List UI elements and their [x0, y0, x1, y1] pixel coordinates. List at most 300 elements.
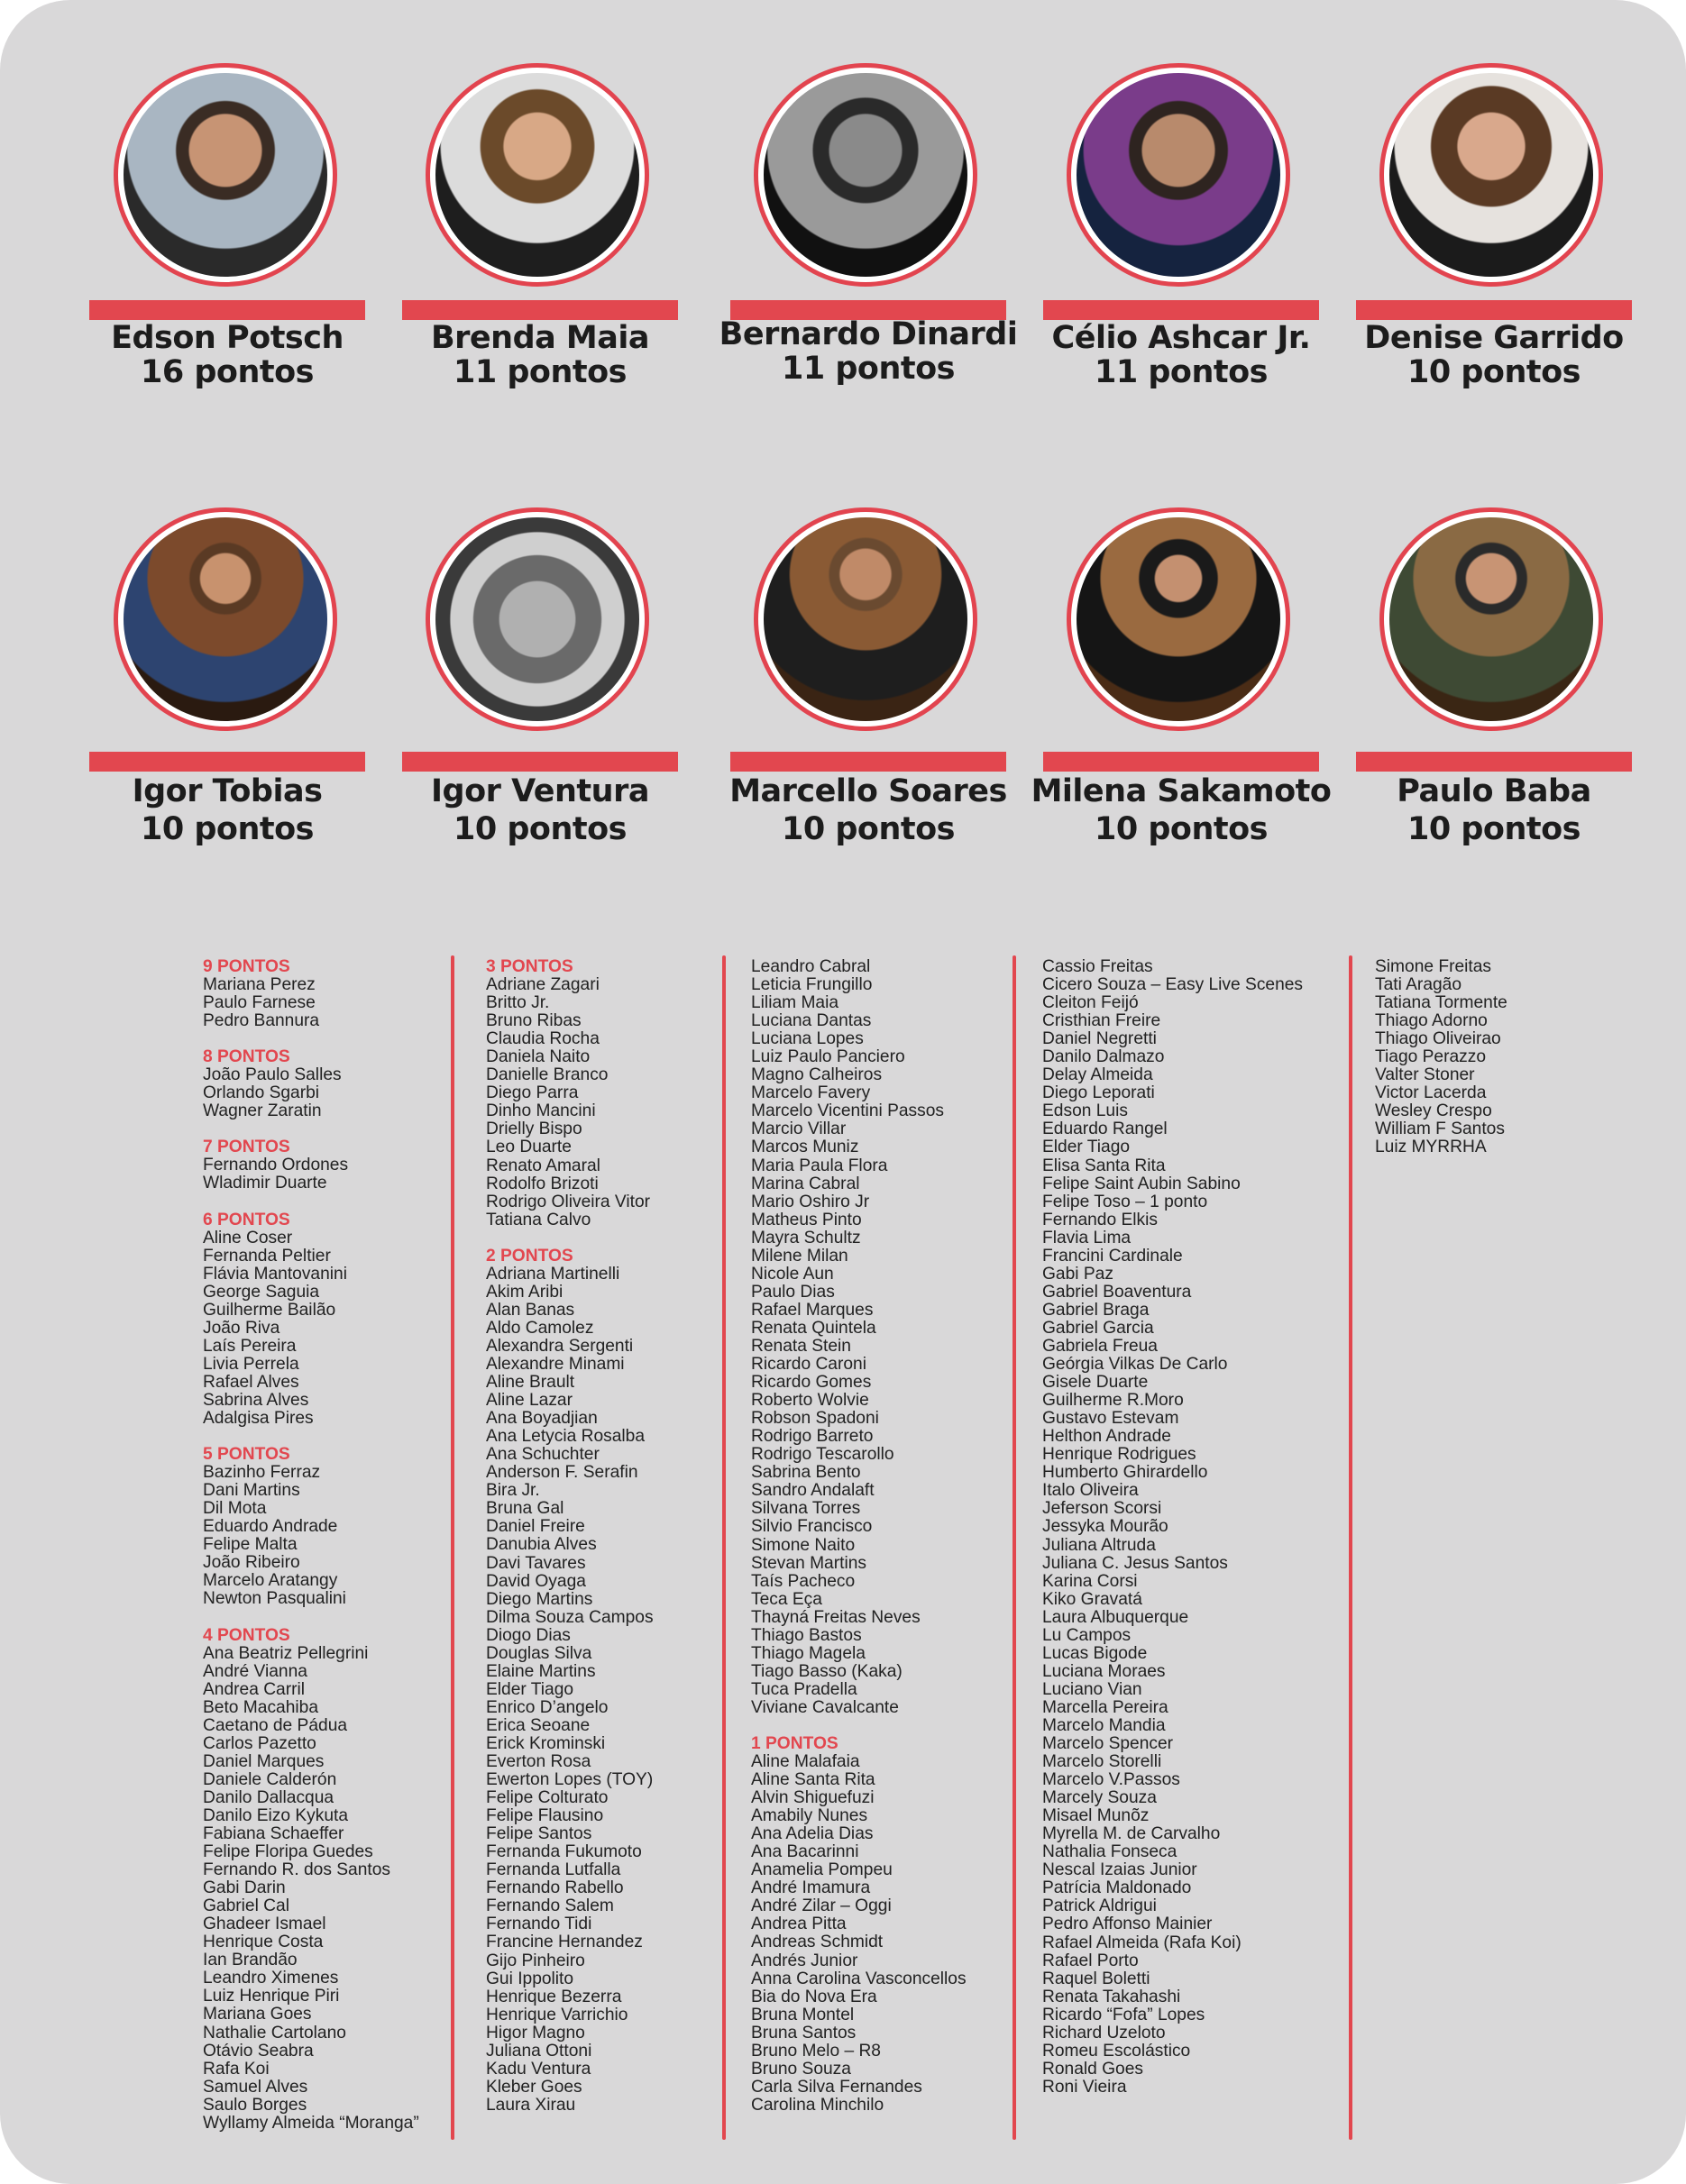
participant-name: Ana Bacarinni [751, 1842, 859, 1862]
participant-name: Marcelo Favery [751, 1083, 871, 1103]
participant-name: Kiko Gravatá [1042, 1589, 1142, 1609]
participant-name: Bruna Santos [751, 2023, 857, 2042]
participant-name: Felipe Saint Aubin Sabino [1042, 1174, 1241, 1193]
participant-name: Renata Stein [751, 1336, 851, 1356]
participant-name: Rodrigo Tescarollo [751, 1445, 894, 1465]
participant-name: Tatiana Calvo [486, 1210, 591, 1229]
participant-name: Bira Jr. [486, 1481, 540, 1501]
participant-name: Everton Rosa [486, 1752, 591, 1772]
participant-name: Sandro Andalaft [751, 1481, 875, 1501]
participant-name: Danubia Alves [486, 1535, 597, 1555]
participant-name: Rafael Porto [1042, 1951, 1139, 1970]
participant-name: Wesley Crespo [1375, 1101, 1492, 1121]
participant-name: Roni Vieira [1042, 2077, 1127, 2097]
participant-name: Leo Duarte [486, 1138, 572, 1157]
participant-name: Caetano de Pádua [203, 1715, 348, 1735]
participant-name: Leandro Ximenes [203, 1969, 339, 1988]
participant-name: Jessyka Mourão [1042, 1517, 1168, 1537]
participant-name: Leandro Cabral [751, 957, 871, 976]
participant-name: Fernanda Lutfalla [486, 1860, 621, 1880]
ranking-column-2 [486, 958, 654, 2115]
participant-name: Andrés Junior [751, 1951, 858, 1970]
points-heading: 3 PONTOS [486, 957, 573, 976]
participant-name: Thiago Oliveirao [1375, 1029, 1501, 1049]
participant-name: Elder Tiago [1042, 1138, 1131, 1157]
accent-bar [1043, 752, 1319, 772]
participant-name: Victor Lacerda [1375, 1083, 1487, 1103]
participant-name: Carlos Pazetto [203, 1733, 316, 1753]
participant-name: Elder Tiago [486, 1679, 574, 1699]
participant-name: Daniela Naito [486, 1047, 591, 1067]
participant-name: Claudia Rocha [486, 1029, 600, 1049]
ranking-column-5 [1375, 958, 1507, 1157]
group-spacer [751, 1717, 967, 1735]
participant-name: Rodrigo Oliveira Vitor [486, 1192, 650, 1211]
participant-name: Mariana Perez [203, 975, 316, 995]
featured-points: 11 pontos [1094, 354, 1269, 390]
participant-name: Robson Spadoni [751, 1409, 879, 1429]
participant-name: Romeu Escolástico [1042, 2041, 1191, 2061]
participant-name: Gabi Darin [203, 1878, 286, 1898]
person-photo-icon [426, 507, 649, 731]
participant-name: Francini Cardinale [1042, 1246, 1183, 1266]
featured-name: Igor Ventura [431, 773, 649, 809]
participant-name: Tiago Basso (Kaka) [751, 1661, 903, 1681]
points-heading: 2 PONTOS [486, 1246, 573, 1266]
participant-name: Aline Malafaia [751, 1752, 860, 1772]
participant-name: Cicero Souza – Easy Live Scenes [1042, 975, 1304, 995]
participant-name: Anamelia Pompeu [751, 1860, 893, 1880]
participant-name: Lu Campos [1042, 1625, 1132, 1645]
participant-name: Ana Adelia Dias [751, 1824, 874, 1844]
participant-name: Nicole Aun [751, 1264, 834, 1284]
featured-points: 10 pontos [453, 811, 628, 847]
featured-name: Paulo Baba [1397, 773, 1591, 809]
participant-name: Laura Xirau [486, 2095, 576, 2115]
participant-name: William F Santos [1375, 1119, 1505, 1139]
participant-name: Nescal Izaias Junior [1042, 1860, 1197, 1880]
participant-name: Nathalie Cartolano [203, 2023, 346, 2042]
participant-name: Daniel Negretti [1042, 1029, 1157, 1049]
participant-name: Enrico D’angelo [486, 1697, 609, 1717]
featured-name: Bernardo Dinardi [719, 316, 1018, 352]
participant-name: Stevan Martins [751, 1553, 866, 1573]
participant-name: Eduardo Rangel [1042, 1119, 1168, 1139]
participant-name: Matheus Pinto [751, 1210, 862, 1229]
participant-name: Rafael Marques [751, 1300, 874, 1320]
participant-name: João Paulo Salles [203, 1065, 342, 1085]
group-spacer [203, 1193, 419, 1211]
person-photo-icon [1067, 63, 1290, 287]
participant-name: Felipe Flausino [486, 1806, 604, 1826]
participant-name: Marcelo Aratangy [203, 1571, 338, 1591]
participant-name: Drielly Bispo [486, 1119, 582, 1139]
participant-name: Fabiana Schaeffer [203, 1824, 344, 1844]
participant-name: Juliana Ottoni [486, 2041, 592, 2061]
participant-name: Luciana Lopes [751, 1029, 864, 1049]
participant-name: Marcely Souza [1042, 1788, 1157, 1808]
participant-name: Bruno Souza [751, 2059, 851, 2079]
participant-name: Adriane Zagari [486, 975, 600, 995]
participant-name: Henrique Varrichio [486, 2005, 628, 2024]
featured-name: Brenda Maia [430, 320, 649, 356]
participant-name: Paulo Dias [751, 1282, 835, 1302]
participant-name: Elisa Santa Rita [1042, 1156, 1166, 1175]
participant-name: Andrea Carril [203, 1679, 306, 1699]
participant-name: Tuca Pradella [751, 1679, 857, 1699]
participant-name: Adriana Martinelli [486, 1264, 620, 1284]
participant-name: Anna Carolina Vasconcellos [751, 1969, 967, 1988]
participant-name: Daniele Calderón [203, 1769, 337, 1789]
featured-points: 11 pontos [453, 354, 628, 390]
participant-name: Marcelo V.Passos [1042, 1770, 1180, 1790]
participant-name: Akim Aribi [486, 1282, 564, 1302]
participant-name: Felipe Malta [203, 1535, 298, 1555]
participant-name: Gustavo Estevam [1042, 1409, 1179, 1429]
participant-name: Rafa Koi [203, 2059, 270, 2079]
participant-name: Mario Oshiro Jr [751, 1192, 870, 1211]
participant-name: Rafael Alves [203, 1372, 299, 1392]
participant-name: Thiago Magela [751, 1643, 866, 1663]
participant-name: Gabriel Garcia [1042, 1318, 1154, 1338]
participant-name: Ian Brandão [203, 1951, 298, 1970]
person-photo-icon [114, 63, 337, 287]
participant-name: Marcella Pereira [1042, 1697, 1168, 1717]
participant-name: Erica Seoane [486, 1715, 591, 1735]
participant-name: Marcelo Mandia [1042, 1715, 1166, 1735]
accent-bar [730, 752, 1006, 772]
group-spacer [203, 1428, 419, 1446]
participant-name: Gijo Pinheiro [486, 1951, 585, 1970]
participant-name: Raquel Boletti [1042, 1969, 1150, 1988]
participant-name: Ana Beatriz Pellegrini [203, 1643, 369, 1663]
participant-name: Myrella M. de Carvalho [1042, 1824, 1221, 1844]
participant-name: Simone Freitas [1375, 957, 1492, 976]
ranking-column-4 [1042, 958, 1303, 2097]
participant-name: Ronald Goes [1042, 2059, 1143, 2079]
participant-name: Teca Eça [751, 1589, 822, 1609]
participant-name: Danilo Dallacqua [203, 1787, 334, 1807]
participant-name: Bruno Melo – R8 [751, 2041, 881, 2061]
participant-name: Fernando Salem [486, 1896, 614, 1916]
participant-name: Delay Almeida [1042, 1065, 1153, 1085]
participant-name: Kadu Ventura [486, 2059, 591, 2079]
participant-name: Diogo Dias [486, 1625, 571, 1645]
person-photo-icon [426, 63, 649, 287]
person-with-trophy-photo-icon [1067, 507, 1290, 731]
participant-name: Danilo Eizo Kykuta [203, 1805, 349, 1825]
participant-name: Laura Albuquerque [1042, 1607, 1189, 1627]
participant-name: Luciana Moraes [1042, 1661, 1166, 1681]
participant-name: Davi Tavares [486, 1553, 586, 1573]
participant-name: Gabriela Freua [1042, 1336, 1158, 1356]
participant-name: Viviane Cavalcante [751, 1697, 899, 1717]
participant-name: André Vianna [203, 1661, 307, 1681]
points-heading: 8 PONTOS [203, 1047, 290, 1067]
participant-name: Gabi Paz [1042, 1264, 1113, 1284]
participant-name: Gabriel Braga [1042, 1300, 1150, 1320]
column-divider [1013, 955, 1016, 2140]
participant-name: Fernando Ordones [203, 1156, 349, 1175]
participant-name: Felipe Floripa Guedes [203, 1842, 373, 1862]
participant-name: Dinho Mancini [486, 1101, 596, 1121]
person-with-trophy-photo-icon [754, 507, 977, 731]
participant-name: Fernando Tidi [486, 1914, 592, 1934]
featured-points: 16 pontos [140, 354, 315, 390]
participant-name: Sabrina Alves [203, 1390, 309, 1410]
participant-name: Adalgisa Pires [203, 1409, 314, 1429]
participant-name: Aline Brault [486, 1373, 575, 1393]
participant-name: Pedro Affonso Mainier [1042, 1914, 1213, 1934]
participant-name: Fernando Elkis [1042, 1210, 1158, 1229]
participant-name: Cassio Freitas [1042, 957, 1153, 976]
participant-name: Liliam Maia [751, 993, 839, 1013]
participant-name: André Zilar – Oggi [751, 1896, 892, 1916]
featured-points: 10 pontos [140, 811, 315, 847]
group-spacer [203, 1609, 419, 1627]
featured-name: Denise Garrido [1364, 320, 1624, 356]
participant-name: Patrick Aldrigui [1042, 1896, 1157, 1916]
points-heading: 1 PONTOS [751, 1733, 838, 1753]
participant-name: Beto Macahiba [203, 1697, 318, 1717]
participant-name: David Oyaga [486, 1571, 586, 1591]
participant-name: Edson Luis [1042, 1101, 1128, 1121]
participant-name: Tiago Perazzo [1375, 1047, 1487, 1067]
participant-name: Alvin Shiguefuzi [751, 1788, 875, 1808]
featured-points: 10 pontos [1407, 354, 1581, 390]
participant-name: Danielle Branco [486, 1065, 609, 1085]
participant-name: Bia do Nova Era [751, 1987, 877, 2006]
participant-name: Andreas Schmidt [751, 1933, 884, 1952]
participant-name: Magno Calheiros [751, 1065, 883, 1085]
participant-name: Dani Martins [203, 1481, 300, 1501]
participant-name: Ricardo “Fofa” Lopes [1042, 2005, 1205, 2024]
participant-name: Bruna Montel [751, 2005, 855, 2024]
participant-name: Amabily Nunes [751, 1806, 868, 1826]
group-spacer [486, 1229, 654, 1247]
participant-name: Francine Hernandez [486, 1933, 643, 1952]
participant-name: Newton Pasqualini [203, 1589, 346, 1609]
participant-name: Felipe Colturato [486, 1788, 609, 1808]
participant-name: Lucas Bigode [1042, 1643, 1148, 1663]
participant-name: Fernanda Peltier [203, 1246, 331, 1266]
featured-name: Marcello Soares [729, 773, 1007, 809]
participant-name: Rodrigo Barreto [751, 1427, 874, 1447]
participant-name: Marina Cabral [751, 1174, 860, 1193]
accent-bar [89, 300, 365, 320]
participant-name: Sabrina Bento [751, 1463, 861, 1483]
participant-name: Tati Aragão [1375, 975, 1462, 995]
participant-name: Juliana C. Jesus Santos [1042, 1553, 1228, 1573]
participant-name: Tatiana Tormente [1375, 993, 1507, 1013]
points-heading: 9 PONTOS [203, 957, 290, 976]
participant-name: Aline Coser [203, 1228, 293, 1247]
participant-name: Silvana Torres [751, 1499, 861, 1519]
participant-name: Jeferson Scorsi [1042, 1499, 1162, 1519]
participant-name: Renata Quintela [751, 1318, 876, 1338]
participant-name: Ricardo Gomes [751, 1373, 872, 1393]
participant-name: Valter Stoner [1375, 1065, 1475, 1085]
participant-name: Guilherme Bailão [203, 1300, 336, 1320]
participant-name: Marcio Villar [751, 1119, 847, 1139]
participant-name: Anderson F. Serafin [486, 1463, 638, 1483]
participant-name: Flávia Mantovanini [203, 1264, 347, 1284]
participant-name: Thiago Adorno [1375, 1011, 1488, 1031]
participant-name: Alan Banas [486, 1300, 575, 1320]
participant-name: Marcelo Spencer [1042, 1734, 1174, 1754]
column-divider [1349, 955, 1352, 2140]
participant-name: Alexandra Sergenti [486, 1336, 634, 1356]
participant-name: Misael Munõz [1042, 1806, 1150, 1826]
accent-bar [89, 752, 365, 772]
featured-points: 11 pontos [781, 351, 956, 387]
participant-name: Otávio Seabra [203, 2041, 314, 2061]
participant-name: Rodolfo Brizoti [486, 1174, 599, 1193]
participant-name: Wladimir Duarte [203, 1174, 327, 1193]
featured-name: Milena Sakamoto [1031, 773, 1332, 809]
participant-name: Diego Martins [486, 1589, 593, 1609]
participant-name: Roberto Wolvie [751, 1391, 869, 1411]
participant-name: Marcelo Storelli [1042, 1752, 1162, 1772]
participant-name: Gabriel Cal [203, 1896, 289, 1916]
participant-name: Ana Schuchter [486, 1445, 600, 1465]
points-heading: 5 PONTOS [203, 1445, 290, 1465]
participant-name: Ricardo Caroni [751, 1355, 866, 1375]
participant-name: Cristhian Freire [1042, 1011, 1161, 1031]
column-divider [451, 955, 454, 2140]
participant-name: Gisele Duarte [1042, 1373, 1149, 1393]
participant-name: Pedro Bannura [203, 1011, 320, 1031]
participant-name: Patrícia Maldonado [1042, 1878, 1192, 1898]
participant-name: Taís Pacheco [751, 1571, 856, 1591]
ranking-column-3 [751, 958, 967, 2115]
points-heading: 4 PONTOS [203, 1625, 290, 1645]
participant-name: Maria Paula Flora [751, 1156, 888, 1175]
participant-name: Dilma Souza Campos [486, 1607, 654, 1627]
participant-name: Daniel Marques [203, 1751, 325, 1771]
participant-name: Karina Corsi [1042, 1571, 1138, 1591]
participant-name: Marcos Muniz [751, 1138, 859, 1157]
participant-name: Helthon Andrade [1042, 1427, 1171, 1447]
group-spacer [203, 1030, 419, 1048]
featured-name: Edson Potsch [111, 320, 344, 356]
participant-name: Britto Jr. [486, 993, 550, 1013]
participant-name: Saulo Borges [203, 2095, 307, 2115]
participant-name: Rafael Almeida (Rafa Koi) [1042, 1933, 1242, 1952]
featured-points: 10 pontos [1407, 811, 1581, 847]
participant-name: Carla Silva Fernandes [751, 2077, 922, 2097]
participant-name: Milene Milan [751, 1246, 848, 1266]
participant-name: Wagner Zaratin [203, 1101, 322, 1121]
participant-name: Diego Parra [486, 1083, 579, 1103]
participant-name: Henrique Rodrigues [1042, 1445, 1196, 1465]
participant-name: Carolina Minchilo [751, 2095, 884, 2115]
participant-name: Renata Takahashi [1042, 1987, 1181, 2006]
participant-name: Mariana Goes [203, 2005, 312, 2024]
participant-name: Wyllamy Almeida “Moranga” [203, 2113, 419, 2133]
participant-name: Italo Oliveira [1042, 1481, 1139, 1501]
participant-name: Simone Naito [751, 1535, 856, 1555]
participant-name: Fernando Rabello [486, 1878, 624, 1898]
participant-name: Daniel Freire [486, 1517, 585, 1537]
participant-name: Luiz Henrique Piri [203, 1987, 340, 2006]
points-heading: 7 PONTOS [203, 1138, 290, 1157]
participant-name: Higor Magno [486, 2023, 585, 2042]
points-heading: 6 PONTOS [203, 1210, 290, 1229]
accent-bar [1356, 752, 1632, 772]
participant-name: Danilo Dalmazo [1042, 1047, 1165, 1067]
participant-name: Gui Ippolito [486, 1969, 574, 1988]
participant-name: Bruna Gal [486, 1499, 564, 1519]
person-photo-icon [754, 63, 977, 287]
participant-name: Laís Pereira [203, 1336, 297, 1356]
participant-name: Andrea Pitta [751, 1914, 847, 1934]
participant-name: Silvio Francisco [751, 1517, 873, 1537]
featured-points: 10 pontos [781, 811, 956, 847]
participant-name: Livia Perrela [203, 1354, 299, 1374]
participant-name: Diego Leporati [1042, 1083, 1155, 1103]
participant-name: Eduardo Andrade [203, 1517, 338, 1537]
participant-name: Luiz Paulo Panciero [751, 1047, 905, 1067]
participant-name: Erick Krominski [486, 1733, 606, 1753]
participant-name: Aldo Camolez [486, 1318, 594, 1338]
participant-name: Richard Uzeloto [1042, 2023, 1166, 2042]
participant-name: João Ribeiro [203, 1553, 300, 1573]
participant-name: Ghadeer Ismael [203, 1914, 326, 1934]
participant-name: Bruno Ribas [486, 1011, 582, 1031]
participant-name: Alexandre Minami [486, 1354, 625, 1374]
participant-name: Mayra Schultz [751, 1228, 861, 1247]
participant-name: Aline Lazar [486, 1391, 573, 1411]
participant-name: Samuel Alves [203, 2077, 308, 2097]
participant-name: Bazinho Ferraz [203, 1463, 321, 1483]
participant-name: Geórgia Vilkas De Carlo [1042, 1355, 1228, 1375]
participant-name: Cleiton Feijó [1042, 993, 1139, 1013]
participant-name: Thiago Bastos [751, 1625, 862, 1645]
participant-name: Paulo Farnese [203, 993, 316, 1013]
participant-name: Fernando R. dos Santos [203, 1860, 390, 1880]
participant-name: Luciana Dantas [751, 1011, 872, 1031]
participant-name: Dil Mota [203, 1499, 267, 1519]
column-divider [722, 955, 726, 2140]
participant-name: Ana Letycia Rosalba [486, 1427, 645, 1447]
participant-name: Felipe Santos [486, 1824, 592, 1844]
participant-name: Flavia Lima [1042, 1228, 1132, 1247]
participant-name: Douglas Silva [486, 1643, 592, 1663]
participant-name: João Riva [203, 1318, 280, 1338]
ranking-column-1 [203, 958, 419, 2133]
participant-name: Henrique Bezerra [486, 1987, 622, 2006]
participant-name: Thayná Freitas Neves [751, 1607, 921, 1627]
participant-name: Luiz MYRRHA [1375, 1138, 1487, 1157]
participant-name: Elaine Martins [486, 1661, 596, 1681]
featured-name: Igor Tobias [132, 773, 323, 809]
accent-bar [1043, 300, 1319, 320]
featured-name: Célio Ashcar Jr. [1051, 320, 1311, 356]
accent-bar [402, 300, 678, 320]
participant-name: Fernanda Fukumoto [486, 1842, 642, 1862]
person-with-trophy-photo-icon [1379, 507, 1603, 731]
participant-name: Henrique Costa [203, 1933, 324, 1952]
group-spacer [203, 1120, 419, 1138]
participant-name: Ana Boyadjian [486, 1409, 598, 1429]
accent-bar [402, 752, 678, 772]
participant-name: Luciano Vian [1042, 1679, 1142, 1699]
participant-name: Guilherme R.Moro [1042, 1391, 1184, 1411]
participant-name: Juliana Altruda [1042, 1535, 1156, 1555]
participant-name: Orlando Sgarbi [203, 1083, 320, 1103]
participant-name: Renato Amaral [486, 1156, 600, 1175]
